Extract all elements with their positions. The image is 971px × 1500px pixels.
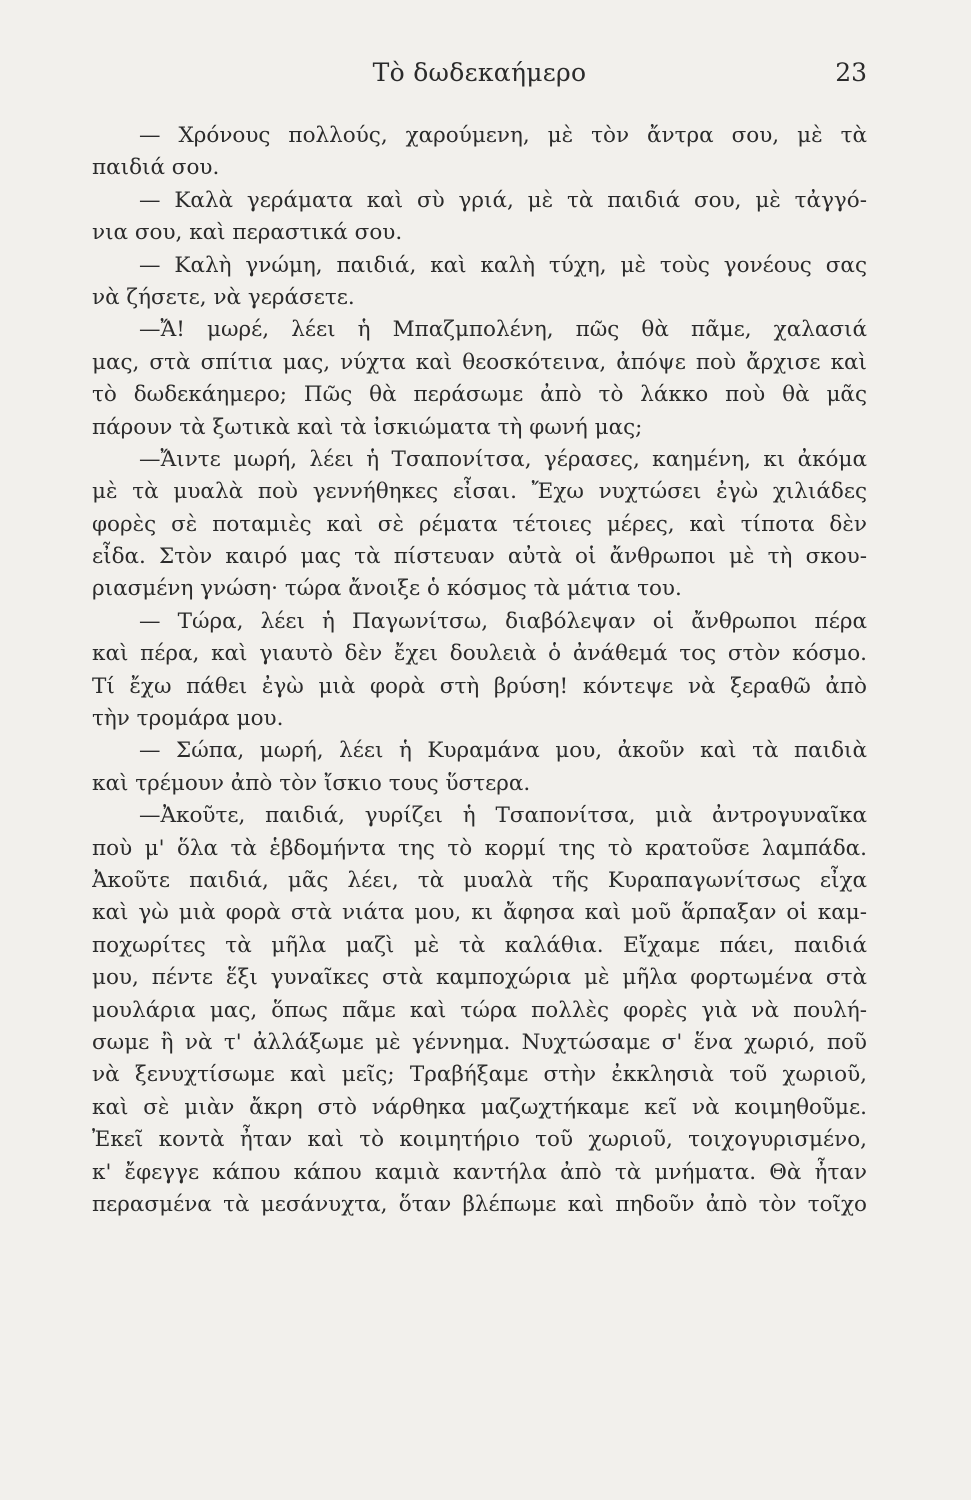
running-title: Τὸ δωδεκαήμερο [372,58,587,87]
text-line: μας, στὰ σπίτια μας, νύχτα καὶ θεοσκότεινα, ἀπόψε ποὺ ἄρχισε καὶ [92,349,867,375]
text-line: ποχωρίτες τὰ μῆλα μαζὶ μὲ τὰ καλάθια. Εἴχαμε πάει, παιδιά [92,932,867,958]
text-line: —Ἄ! μωρέ, λέει ἡ Μπαζμπολένη, πῶς θὰ πᾶμε, χαλασιά [139,317,867,343]
page-header [92,58,867,98]
text-line: μὲ τὰ μυαλὰ ποὺ γεννήθηκες εἶσαι. Ἔχω νυχτώσει ἐγὼ χιλιάδες [92,479,867,505]
text-line: —Ἄιντε μωρή, λέει ἡ Τσαπονίτσα, γέρασες, καημένη, κι ἀκόμα [139,446,867,472]
text-line: μουλάρια μας, ὅπως πᾶμε καὶ τώρα πολλὲς φορὲς γιὰ νὰ πουλή- [92,997,867,1023]
text-line: τὴν τρομάρα μου. [92,706,284,732]
text-line: πάρουν τὰ ξωτικὰ καὶ τὰ ἰσκιώματα τὴ φωνή μας; [92,414,643,440]
text-line: νια σου, καὶ περαστικά σου. [92,220,403,246]
text-line: καὶ σὲ μιὰν ἄκρη στὸ νάρθηκα μαζωχτήκαμε κεῖ νὰ κοιμηθοῦμε. [92,1094,867,1120]
text-line: περασμένα τὰ μεσάνυχτα, ὅταν βλέπωμε καὶ πηδοῦν ἀπὸ τὸν τοῖχο [92,1191,867,1217]
text-line: — Χρόνους πολλούς, χαρούμενη, μὲ τὸν ἄντρα σου, μὲ τὰ [139,123,867,148]
text-line: σωμε ἢ νὰ τ' ἀλλάξωμε μὲ γέννημα. Νυχτώσαμε σ' ἕνα χωριό, ποῦ [92,1029,867,1055]
text-line: — Καλὴ γνώμη, παιδιά, καὶ καλὴ τύχη, μὲ τοὺς γονέους σας [139,252,867,278]
text-line: καὶ πέρα, καὶ γιαυτὸ δὲν ἔχει δουλειὰ ὁ ἀνάθεμά τος στὸν κόσμο. [92,641,867,667]
text-line: —Ἀκοῦτε, παιδιά, γυρίζει ἡ Τσαπονίτσα, μιὰ ἀντρογυναῖκα [139,803,867,829]
text-line: νὰ ξενυχτίσωμε καὶ μεῖς; Τραβήξαμε στὴν ἐκκλησιὰ τοῦ χωριοῦ, [92,1062,867,1088]
text-line: Ἀκοῦτε παιδιά, μᾶς λέει, τὰ μυαλὰ τῆς Κυραπαγωνίτσως εἶχα [92,867,867,893]
text-line: μου, πέντε ἕξι γυναῖκες στὰ καμποχώρια μὲ μῆλα φορτωμένα στὰ [92,965,867,991]
text-line: Ἐκεῖ κοντὰ ἦταν καὶ τὸ κοιμητήριο τοῦ χωριοῦ, τοιχογυρισμένο, [92,1127,867,1153]
text-line: εἶδα. Στὸν καιρό μας τὰ πίστευαν αὐτὰ οἱ ἄνθρωποι μὲ τὴ σκου- [92,544,867,570]
text-line: παιδιά σου. [92,155,220,181]
text-line: καὶ τρέμουν ἀπὸ τὸν ἴσκιο τους ὕστερα. [92,770,531,796]
text-line: φορὲς σὲ ποταμιὲς καὶ σὲ ρέματα τέτοιες μέρες, καὶ τίποτα δὲν [92,511,867,537]
text-line: — Καλὰ γεράματα καὶ σὺ γριά, μὲ τὰ παιδιά σου, μὲ τἀγγό- [139,187,867,213]
text-line: — Σώπα, μωρή, λέει ἡ Κυραμάνα μου, ἀκοῦν καὶ τὰ παιδιὰ [139,738,867,764]
text-line: νὰ ζήσετε, νὰ γεράσετε. [92,284,355,310]
body-text [92,120,867,1221]
text-line: καὶ γὼ μιὰ φορὰ στὰ νιάτα μου, κι ἄφησα καὶ μοῦ ἅρπαξαν οἱ καμ- [92,900,867,926]
text-line: τὸ δωδεκάημερο; Πῶς θὰ περάσωμε ἀπὸ τὸ λάκκο ποὺ θὰ μᾶς [92,382,867,408]
text-line: ριασμένη γνώση· τώρα ἄνοιξε ὁ κόσμος τὰ μάτια του. [92,576,682,602]
text-line: κ' ἔφεγγε κάπου κάπου καμιὰ καντήλα ἀπὸ τὰ μνήματα. Θὰ ἦταν [92,1159,867,1185]
text-line: Τί ἔχω πάθει ἐγὼ μιὰ φορὰ στὴ βρύση! κόντεψε νὰ ξεραθῶ ἀπὸ [92,673,867,699]
text-line: — Τώρα, λέει ἡ Παγωνίτσω, διαβόλεψαν οἱ ἄνθρωποι πέρα [139,608,867,634]
text-line: ποὺ μ' ὅλα τὰ ἑβδομήντα της τὸ κορμί της τὸ κρατοῦσε λαμπάδα. [92,835,867,861]
page-number: 23 [835,58,867,87]
